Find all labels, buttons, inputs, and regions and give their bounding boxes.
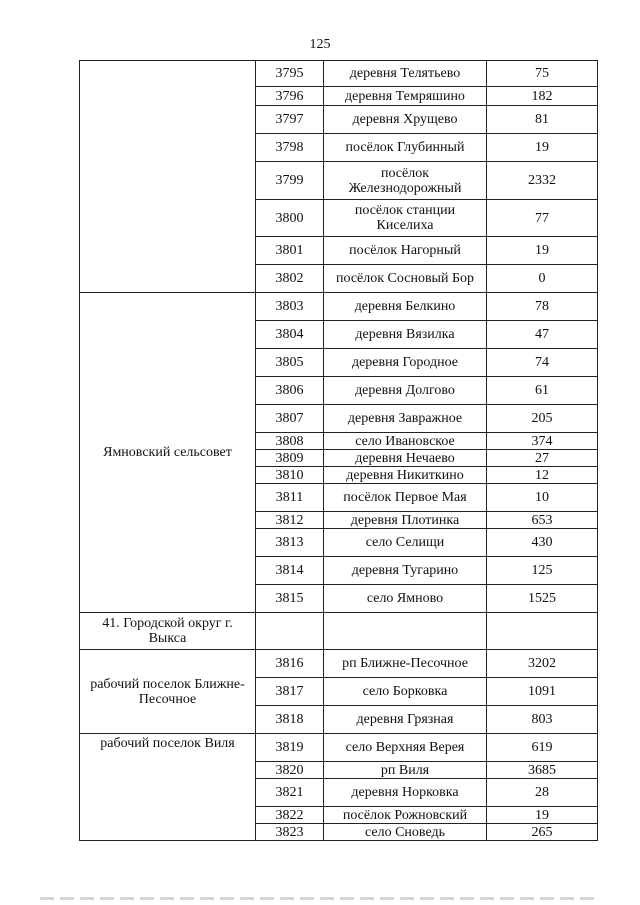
settlement-population: 205: [487, 405, 598, 433]
settlement-population: 27: [487, 450, 598, 467]
district-cell: рабочий поселок Виля: [80, 734, 256, 841]
settlement-name: деревня Нечаево: [324, 450, 487, 467]
settlement-population: 265: [487, 824, 598, 841]
settlement-population: 1091: [487, 678, 598, 706]
district-cell: Ямновский сельсовет: [80, 293, 256, 613]
settlement-number: 3808: [256, 433, 324, 450]
settlement-name: село Ямново: [324, 585, 487, 613]
settlement-name: посёлок станции Киселиха: [324, 200, 487, 237]
settlement-number: 3816: [256, 650, 324, 678]
settlement-population: 19: [487, 807, 598, 824]
settlement-name: село Борковка: [324, 678, 487, 706]
settlement-population: 653: [487, 512, 598, 529]
settlement-population: 803: [487, 706, 598, 734]
settlement-population: 182: [487, 87, 598, 106]
settlement-population: 81: [487, 106, 598, 134]
settlement-name: деревня Телятьево: [324, 61, 487, 87]
settlement-population: 374: [487, 433, 598, 450]
settlement-number: 3804: [256, 321, 324, 349]
settlement-name: село Сноведь: [324, 824, 487, 841]
settlement-number: 3795: [256, 61, 324, 87]
district-cell: рабочий поселок Ближне-Песочное: [80, 650, 256, 734]
settlement-population: 78: [487, 293, 598, 321]
district-cell: [80, 61, 256, 293]
district-heading: 41. Городской округ г. Выкса: [80, 613, 256, 650]
table-row: [80, 293, 598, 321]
settlement-population: 47: [487, 321, 598, 349]
settlement-population: 12: [487, 467, 598, 484]
settlement-population: 1525: [487, 585, 598, 613]
settlement-population: 2332: [487, 162, 598, 200]
settlement-name: посёлок Железнодорожный: [324, 162, 487, 200]
settlement-number: 3815: [256, 585, 324, 613]
settlement-population: [487, 613, 598, 650]
settlement-name: деревня Белкино: [324, 293, 487, 321]
settlement-number: 3801: [256, 237, 324, 265]
settlement-population: 28: [487, 779, 598, 807]
settlement-name: деревня Никиткино: [324, 467, 487, 484]
settlement-name: деревня Темряшино: [324, 87, 487, 106]
settlement-number: 3806: [256, 377, 324, 405]
settlement-name: деревня Долгово: [324, 377, 487, 405]
settlement-name: посёлок Рожновский: [324, 807, 487, 824]
settlement-name: деревня Вязилка: [324, 321, 487, 349]
settlement-population: 125: [487, 557, 598, 585]
settlement-name: посёлок Первое Мая: [324, 484, 487, 512]
table-row: [80, 734, 598, 762]
settlement-name: деревня Норковка: [324, 779, 487, 807]
settlement-name: село Верхняя Верея: [324, 734, 487, 762]
settlement-number: 3818: [256, 706, 324, 734]
settlement-number: 3797: [256, 106, 324, 134]
settlement-population: 19: [487, 134, 598, 162]
settlement-population: 3202: [487, 650, 598, 678]
settlement-population: 77: [487, 200, 598, 237]
settlement-number: 3805: [256, 349, 324, 377]
settlement-number: 3800: [256, 200, 324, 237]
settlement-number: 3810: [256, 467, 324, 484]
settlement-name: деревня Тугарино: [324, 557, 487, 585]
settlement-name: деревня Плотинка: [324, 512, 487, 529]
settlements-table: [79, 60, 598, 841]
settlement-name: рп Виля: [324, 762, 487, 779]
scan-footer-artifact: [40, 897, 600, 900]
settlement-number: 3807: [256, 405, 324, 433]
settlement-name: посёлок Нагорный: [324, 237, 487, 265]
table-row: [80, 650, 598, 678]
settlement-number: 3798: [256, 134, 324, 162]
settlement-name: деревня Грязная: [324, 706, 487, 734]
settlement-number: 3803: [256, 293, 324, 321]
settlement-number: 3802: [256, 265, 324, 293]
settlement-population: 3685: [487, 762, 598, 779]
settlement-number: 3819: [256, 734, 324, 762]
settlement-name: деревня Завражное: [324, 405, 487, 433]
settlement-population: 75: [487, 61, 598, 87]
table-row: [80, 61, 598, 87]
settlement-number: 3817: [256, 678, 324, 706]
settlement-name: [324, 613, 487, 650]
settlement-population: 430: [487, 529, 598, 557]
table-row: [80, 613, 598, 650]
settlement-number: 3820: [256, 762, 324, 779]
settlement-name: деревня Хрущево: [324, 106, 487, 134]
settlement-name: посёлок Глубинный: [324, 134, 487, 162]
settlement-number: 3823: [256, 824, 324, 841]
settlement-name: село Селищи: [324, 529, 487, 557]
settlement-number: [256, 613, 324, 650]
page-number: 125: [309, 37, 331, 52]
settlement-number: 3821: [256, 779, 324, 807]
settlement-number: 3796: [256, 87, 324, 106]
settlement-number: 3812: [256, 512, 324, 529]
settlement-name: посёлок Сосновый Бор: [324, 265, 487, 293]
settlement-population: 10: [487, 484, 598, 512]
settlement-name: село Ивановское: [324, 433, 487, 450]
settlement-population: 74: [487, 349, 598, 377]
settlement-population: 61: [487, 377, 598, 405]
settlement-number: 3809: [256, 450, 324, 467]
settlement-name: деревня Городное: [324, 349, 487, 377]
settlement-number: 3811: [256, 484, 324, 512]
settlement-number: 3814: [256, 557, 324, 585]
settlement-name: рп Ближне-Песочное: [324, 650, 487, 678]
settlement-number: 3822: [256, 807, 324, 824]
settlement-number: 3799: [256, 162, 324, 200]
settlement-population: 0: [487, 265, 598, 293]
settlement-number: 3813: [256, 529, 324, 557]
settlement-population: 619: [487, 734, 598, 762]
settlement-population: 19: [487, 237, 598, 265]
